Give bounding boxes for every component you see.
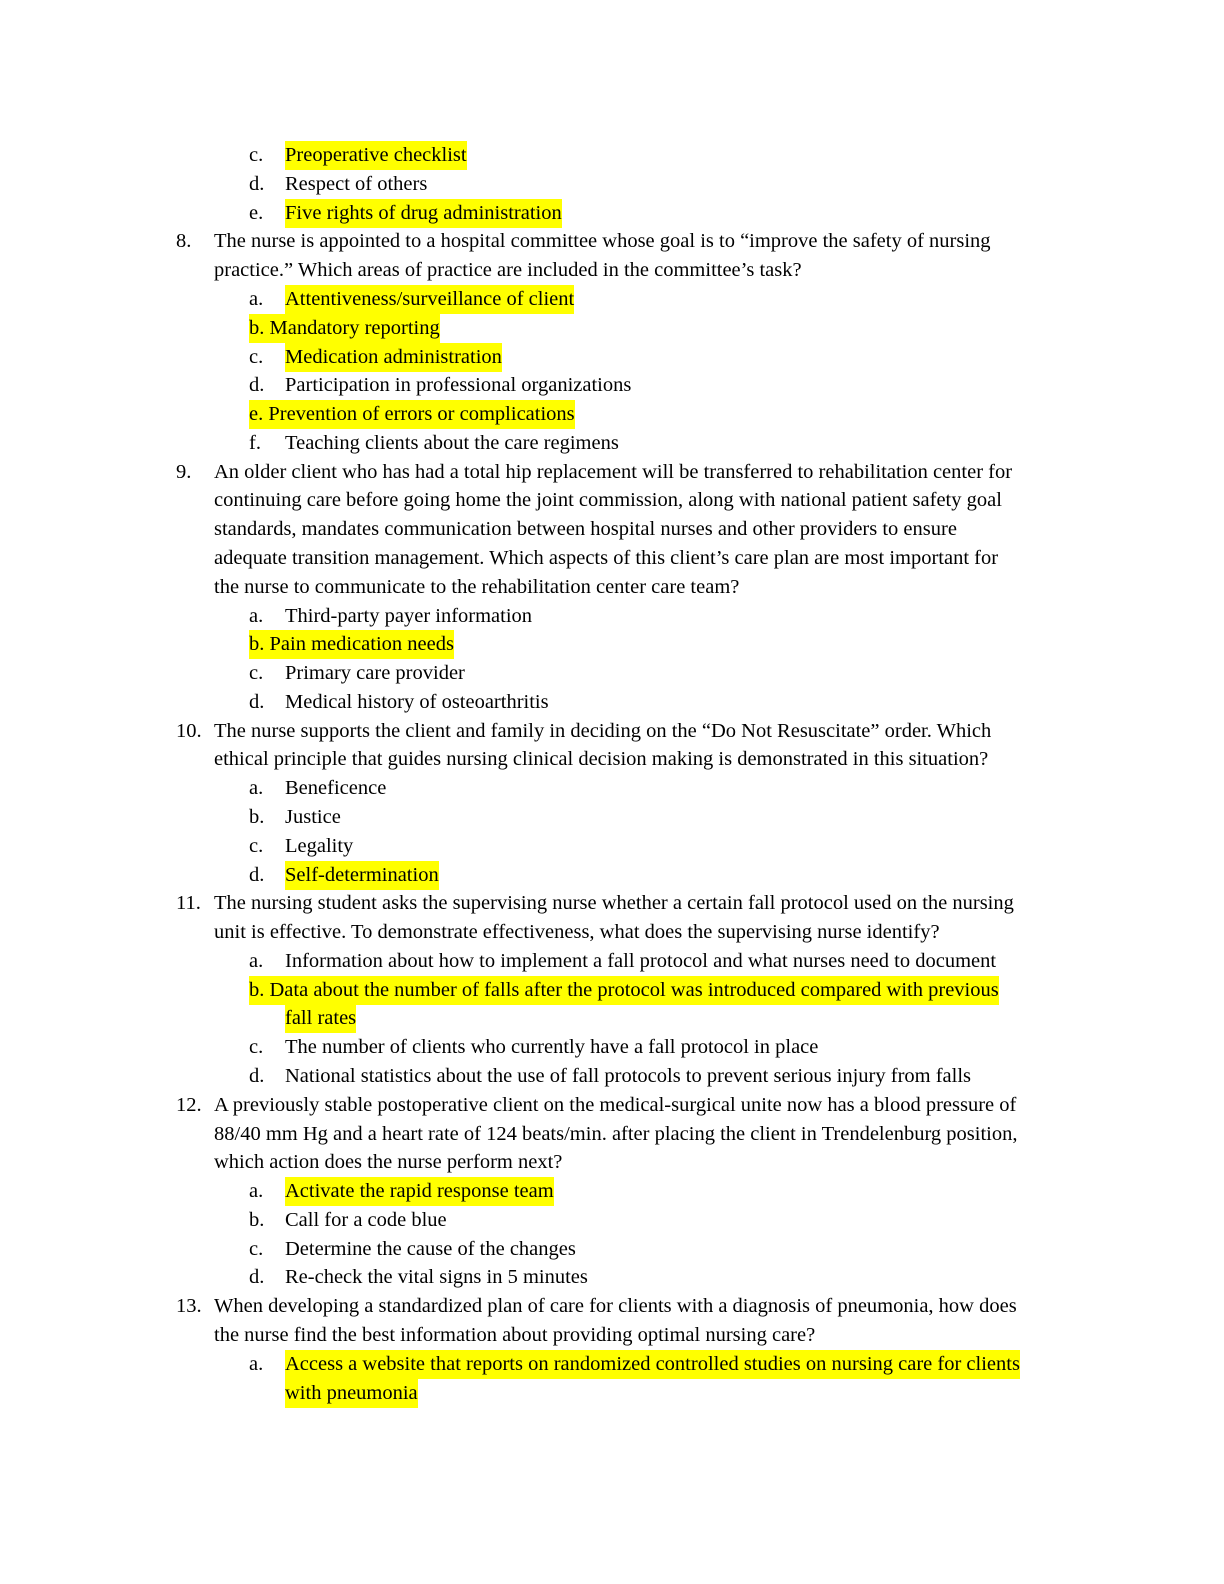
option-label: d. (249, 172, 265, 195)
question-text: the nurse to communicate to the rehabilitation center care team? (214, 575, 740, 598)
answer-option (0, 1235, 1224, 1264)
question-text: the nurse find the best information about providing optimal nursing care? (214, 1324, 816, 1346)
answer-highlight (249, 630, 454, 659)
answer-option-highlighted (0, 630, 1224, 659)
question-text: ethical principle that guides nursing clinical decision making is demonstrated in this situation? (214, 748, 989, 771)
question-text: standards, mandates communication between hospital nurses and other providers to ensure (214, 518, 957, 541)
answer-option-highlighted (0, 861, 1224, 890)
option-text: Determine the cause of the changes (285, 1237, 576, 1260)
question-text: unit is effective. To demonstrate effectiveness, what does the supervising nurse identify? (214, 921, 940, 944)
answer-option (0, 1263, 1224, 1292)
answer-option-highlighted (0, 1379, 1224, 1408)
option-text: Respect of others (285, 172, 428, 195)
question-line (0, 515, 1224, 544)
question-line (0, 1091, 1224, 1120)
answer-highlight (249, 976, 999, 1005)
question-text: The nurse supports the client and family in deciding on the “Do Not Resuscitate” order. Which (214, 719, 992, 742)
question-line (0, 918, 1224, 947)
answer-option-highlighted (0, 1350, 1224, 1379)
option-label: b. (249, 1208, 265, 1231)
option-label: a. (249, 777, 264, 800)
answer-option (0, 429, 1224, 458)
option-label: b. (249, 316, 265, 339)
option-label: e. (249, 403, 264, 425)
answer-option (0, 1206, 1224, 1235)
option-text: fall rates (285, 1004, 356, 1033)
question-text: which action does the nurse perform next? (214, 1151, 563, 1174)
question-text: The nurse is appointed to a hospital committee whose goal is to “improve the safety of nursing (214, 230, 991, 253)
option-label: b. (249, 633, 265, 656)
option-label: b. (249, 978, 265, 1001)
answer-option-highlighted (0, 1004, 1224, 1033)
question-line (0, 227, 1224, 256)
question-text: practice.” Which areas of practice are included in the committee’s task? (214, 259, 802, 282)
option-text: with pneumonia (285, 1379, 418, 1408)
option-text: Access a website that reports on randomized controlled studies on nursing care for clients (285, 1350, 1020, 1379)
option-text: Legality (285, 834, 354, 857)
option-label: c. (249, 662, 264, 684)
question-line (0, 486, 1224, 515)
option-text: Beneficence (285, 777, 387, 800)
question-line (0, 717, 1224, 746)
answer-option (0, 659, 1224, 688)
question-text: An older client who has had a total hip replacement will be transferred to rehabilitation center for (214, 460, 1013, 483)
question-text: When developing a standardized plan of care for clients with a diagnosis of pneumonia, how does (214, 1295, 1017, 1318)
answer-highlight (249, 314, 440, 343)
question-number: 13. (176, 1295, 202, 1318)
option-label: d. (249, 1266, 265, 1289)
question-line (0, 458, 1224, 487)
question-text: 88/40 mm Hg and a heart rate of 124 beats/min. after placing the client in Trendelenburg position, (214, 1122, 1018, 1145)
option-text: Five rights of drug administration (285, 199, 562, 228)
option-text: Self-determination (285, 861, 439, 890)
answer-option-highlighted (0, 314, 1224, 343)
answer-option-highlighted (0, 976, 1224, 1005)
option-label: b. (249, 805, 265, 828)
option-text: Attentiveness/surveillance of client (285, 285, 574, 314)
answer-option (0, 1062, 1224, 1091)
answer-option-highlighted (0, 285, 1224, 314)
option-label: a. (249, 1180, 264, 1203)
answer-option (0, 832, 1224, 861)
answer-option (0, 803, 1224, 832)
option-text: Medical history of osteoarthritis (285, 690, 549, 713)
option-text: Information about how to implement a fall protocol and what nurses need to document (285, 949, 997, 972)
question-text: A previously stable postoperative client on the medical-surgical unite now has a blood pressure of (214, 1093, 1017, 1116)
question-number: 10. (176, 719, 202, 742)
question-line (0, 1321, 1224, 1350)
option-label: c. (249, 834, 264, 857)
question-line (0, 544, 1224, 573)
option-label: c. (249, 345, 264, 368)
question-text: continuing care before going home the joint commission, along with national patient safety goal (214, 489, 1002, 512)
question-number: 9. (176, 460, 192, 483)
option-label: c. (249, 1237, 264, 1260)
answer-option-highlighted (0, 400, 1224, 429)
option-text: Preoperative checklist (285, 141, 467, 170)
answer-option (0, 602, 1224, 631)
option-label: d. (249, 374, 265, 397)
option-label: d. (249, 1065, 265, 1087)
option-text: Medication administration (285, 343, 502, 372)
option-label: a. (249, 287, 264, 310)
question-text: adequate transition management. Which aspects of this client’s care plan are most important for (214, 546, 999, 569)
answer-option-highlighted (0, 141, 1224, 170)
option-text: Call for a code blue (285, 1208, 447, 1231)
option-text: The number of clients who currently have a fall protocol in place (285, 1036, 819, 1059)
option-text: Justice (285, 805, 341, 828)
option-text: Prevention of errors or complications (268, 403, 575, 425)
option-text: Third-party payer information (285, 604, 533, 627)
question-line (0, 1292, 1224, 1321)
answer-option (0, 774, 1224, 803)
answer-highlight (249, 400, 575, 429)
option-label: d. (249, 690, 265, 713)
question-line (0, 889, 1224, 918)
option-label: a. (249, 1352, 264, 1375)
option-text: Re-check the vital signs in 5 minutes (285, 1266, 588, 1289)
answer-option (0, 371, 1224, 400)
question-text: The nursing student asks the supervising nurse whether a certain fall protocol used on the nursing (214, 892, 1014, 915)
option-text: National statistics about the use of fall protocols to prevent serious injury from falls (285, 1065, 972, 1087)
answer-option (0, 947, 1224, 976)
option-text: Mandatory reporting (269, 316, 440, 339)
option-label: c. (249, 1036, 264, 1059)
option-label: a. (249, 949, 264, 972)
option-label: d. (249, 863, 265, 886)
answer-option-highlighted (0, 343, 1224, 372)
question-number: 12. (176, 1093, 202, 1116)
option-label: c. (249, 144, 264, 166)
question-number: 8. (176, 230, 192, 253)
question-line (0, 1148, 1224, 1177)
option-label: f. (249, 431, 261, 454)
option-text: Teaching clients about the care regimens (285, 431, 619, 454)
option-label: e. (249, 201, 264, 224)
option-text: Activate the rapid response team (285, 1177, 554, 1206)
question-line (0, 256, 1224, 285)
answer-option (0, 688, 1224, 717)
question-line (0, 1120, 1224, 1149)
answer-option (0, 1033, 1224, 1062)
option-text: Data about the number of falls after the protocol was introduced compared with previous (269, 978, 999, 1001)
answer-option-highlighted (0, 199, 1224, 228)
option-text: Pain medication needs (269, 633, 454, 656)
answer-option-highlighted (0, 1177, 1224, 1206)
question-line (0, 745, 1224, 774)
option-text: Primary care provider (285, 662, 465, 684)
option-text: Participation in professional organizations (285, 374, 632, 397)
answer-option (0, 170, 1224, 199)
question-line (0, 573, 1224, 602)
question-number: 11. (176, 892, 201, 915)
option-label: a. (249, 604, 264, 627)
